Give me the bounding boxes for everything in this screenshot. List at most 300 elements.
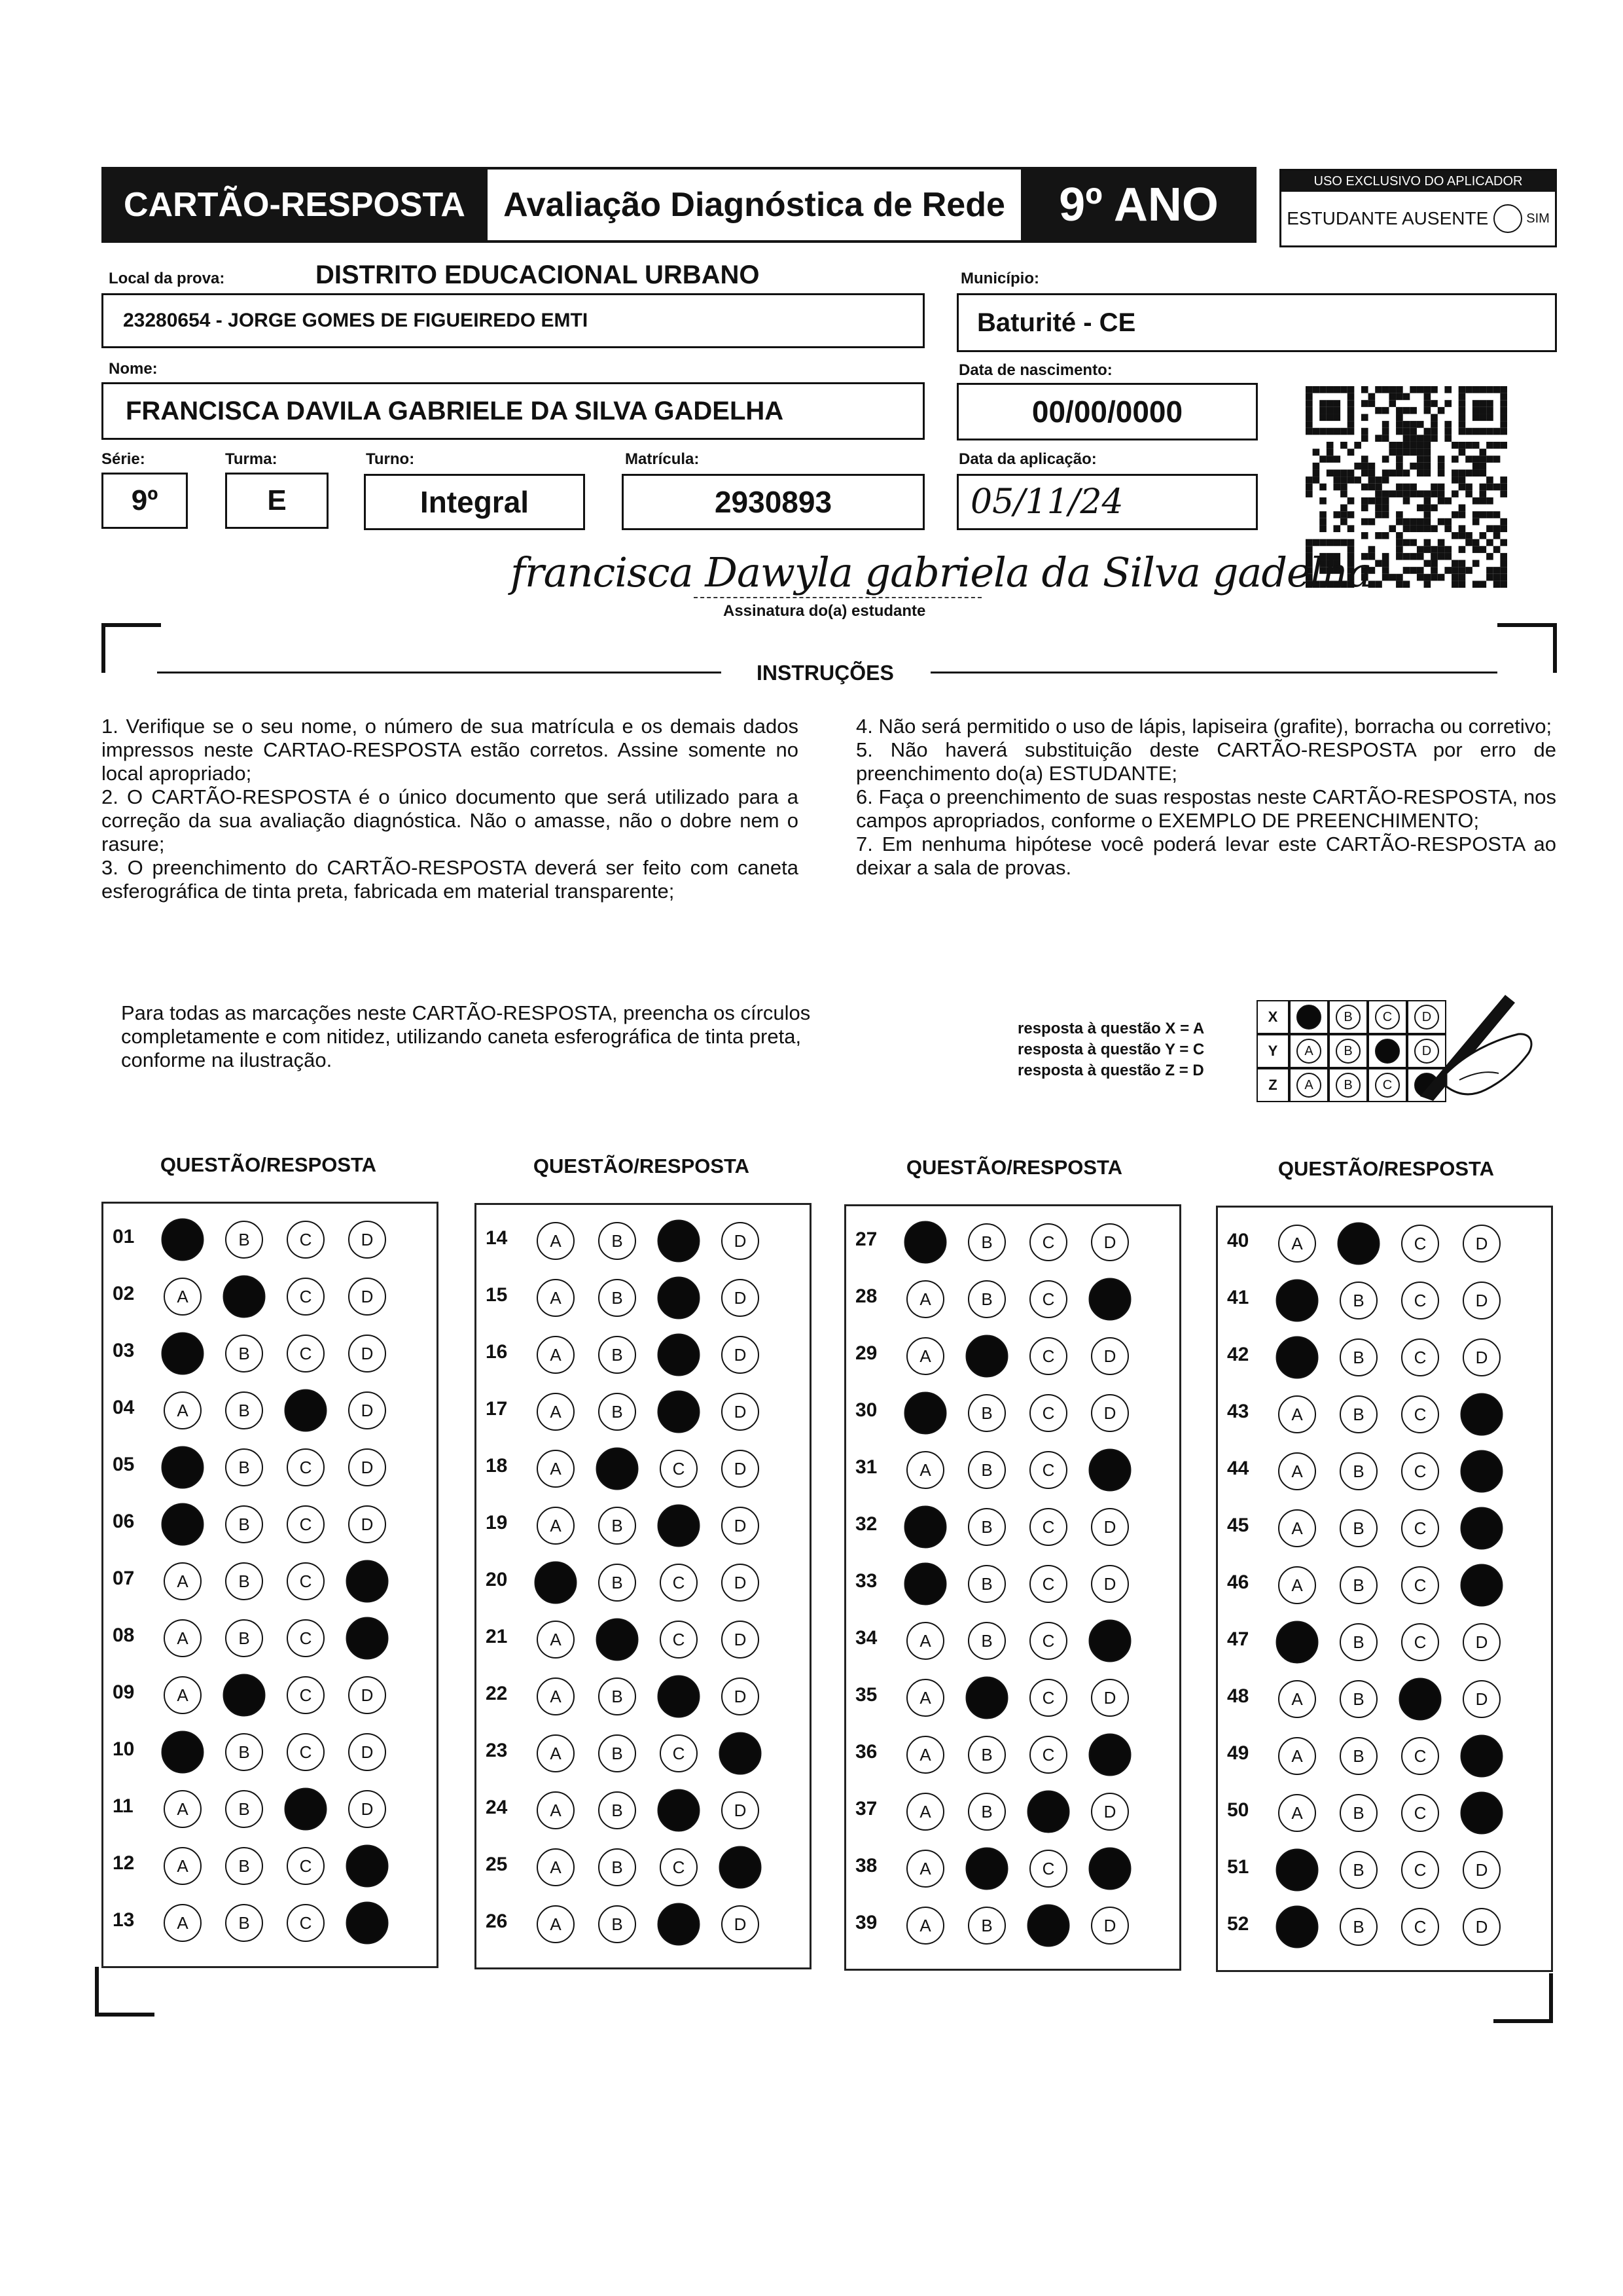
answer-bubble-c[interactable]: C: [287, 1335, 325, 1372]
answer-bubble-c[interactable]: C: [1029, 1451, 1067, 1489]
question-number: 50: [1227, 1799, 1249, 1821]
answer-bubble-c[interactable]: C: [1029, 1223, 1067, 1261]
answer-bubble-b[interactable]: B: [598, 1677, 636, 1715]
corner-top-right: [1497, 623, 1557, 673]
answer-bubble-b[interactable]: B: [1340, 1794, 1378, 1832]
answer-bubble-b[interactable]: B: [968, 1565, 1006, 1603]
example-cell: [1289, 1034, 1329, 1068]
serie-field: [101, 473, 188, 529]
answer-bubble-b[interactable]: B: [1340, 1509, 1378, 1547]
fill-note: Para todas as marcações neste CARTÃO-RESPOSTA, preencha os círculos completamente e com nitidez, utilizando caneta esferográfica de tinta preta, conforme na ilustração.: [121, 1001, 811, 1071]
answer-bubble-b[interactable]: B: [968, 1394, 1006, 1432]
answer-bubble-d[interactable]: D: [1463, 1851, 1501, 1889]
question-number: 27: [855, 1229, 878, 1250]
absent-checkbox[interactable]: [1493, 204, 1522, 233]
answer-bubble-b[interactable]: B: [1340, 1908, 1378, 1946]
answer-bubble-d[interactable]: D: [1463, 1225, 1501, 1263]
answer-bubble-d[interactable]: D: [1091, 1337, 1129, 1375]
answer-bubble-d[interactable]: D: [721, 1222, 759, 1260]
answer-bubble-b[interactable]: [966, 1677, 1008, 1719]
question-row: [103, 1274, 437, 1313]
turma-value: E: [267, 484, 287, 516]
absent-yes-label: SIM: [1526, 211, 1550, 226]
answer-bubble-c[interactable]: C: [287, 1221, 325, 1259]
question-row: [846, 1390, 1179, 1429]
question-number: 11: [113, 1795, 134, 1817]
answer-bubble-b[interactable]: B: [598, 1564, 636, 1602]
answer-bubble-c[interactable]: [658, 1334, 700, 1376]
answer-bubble-a[interactable]: A: [164, 1278, 202, 1316]
question-number: 30: [855, 1399, 878, 1421]
answer-bubble-b[interactable]: B: [968, 1907, 1006, 1945]
answer-bubble-c[interactable]: C: [1401, 1566, 1439, 1604]
question-number: 33: [855, 1570, 878, 1592]
question-row: [1218, 1278, 1551, 1317]
answer-bubble-c[interactable]: C: [287, 1904, 325, 1942]
answer-bubble-d[interactable]: D: [1463, 1908, 1501, 1946]
answer-bubble-a[interactable]: A: [164, 1391, 202, 1429]
answer-bubble-d[interactable]: D: [348, 1221, 386, 1259]
answer-bubble-d[interactable]: D: [721, 1393, 759, 1431]
answer-bubble-b[interactable]: B: [598, 1507, 636, 1545]
answer-bubble-a[interactable]: A: [537, 1905, 575, 1943]
answer-bubble-c[interactable]: C: [1029, 1280, 1067, 1318]
answer-bubble-a[interactable]: A: [1278, 1566, 1316, 1604]
answer-bubble-d[interactable]: D: [348, 1278, 386, 1316]
answer-bubble-d[interactable]: D: [1463, 1282, 1501, 1319]
answer-bubble-d[interactable]: D: [1463, 1623, 1501, 1661]
name-value: FRANCISCA DAVILA GABRIELE DA SILVA GADELHA: [126, 396, 784, 425]
question-row: [1218, 1790, 1551, 1829]
question-row: [846, 1618, 1179, 1657]
question-row: [1218, 1391, 1551, 1431]
example-bubble-b: B: [1336, 1039, 1361, 1064]
grade-text: 9º ANO: [1059, 179, 1219, 231]
answer-bubble-b[interactable]: [966, 1848, 1008, 1890]
answer-bubble-c[interactable]: C: [1029, 1622, 1067, 1660]
question-number: 23: [486, 1740, 508, 1761]
question-row: [1218, 1505, 1551, 1545]
answer-bubble-b[interactable]: [223, 1276, 266, 1318]
answer-bubble-b[interactable]: B: [598, 1905, 636, 1943]
answer-bubble-b[interactable]: [1338, 1223, 1380, 1265]
location-label: Local da prova:: [109, 270, 225, 287]
answer-bubble-d[interactable]: [1461, 1393, 1503, 1436]
instructions-title: INSTRUÇÕES: [757, 661, 894, 685]
answer-bubble-d[interactable]: D: [1091, 1223, 1129, 1261]
answer-bubble-a[interactable]: A: [906, 1280, 944, 1318]
example-bubble-c: C: [1375, 1073, 1400, 1098]
answer-bubble-b[interactable]: B: [225, 1733, 263, 1771]
answer-bubble-b[interactable]: B: [968, 1793, 1006, 1831]
answer-bubble-c[interactable]: C: [1029, 1394, 1067, 1432]
answer-bubble-b[interactable]: B: [1340, 1452, 1378, 1490]
serie-value: 9º: [131, 484, 158, 516]
answer-bubble-a[interactable]: A: [1278, 1509, 1316, 1547]
answer-bubble-a[interactable]: A: [537, 1279, 575, 1317]
answer-bubble-a[interactable]: A: [1278, 1395, 1316, 1433]
answer-bubble-c[interactable]: C: [1401, 1794, 1439, 1832]
question-row: [103, 1388, 437, 1427]
question-number: 13: [113, 1909, 135, 1931]
answer-bubble-d[interactable]: D: [348, 1790, 386, 1828]
answer-bubble-b[interactable]: B: [225, 1505, 263, 1543]
answer-bubble-c[interactable]: [1399, 1678, 1442, 1721]
question-number: 03: [113, 1340, 135, 1361]
answer-bubble-b[interactable]: B: [1340, 1566, 1378, 1604]
answer-bubble-d[interactable]: [1089, 1848, 1132, 1890]
answer-bubble-d[interactable]: [1461, 1450, 1503, 1493]
question-number: 09: [113, 1681, 135, 1703]
question-number: 22: [486, 1683, 508, 1704]
signature-line: [694, 597, 982, 598]
answer-bubble-d[interactable]: D: [348, 1448, 386, 1486]
question-row: [1218, 1733, 1551, 1772]
answer-bubble-a[interactable]: [904, 1392, 947, 1435]
answer-bubble-b[interactable]: [966, 1335, 1008, 1378]
answer-bubble-b[interactable]: B: [598, 1336, 636, 1374]
question-row: [103, 1843, 437, 1882]
answer-bubble-a[interactable]: [1276, 1336, 1319, 1379]
answer-bubble-a[interactable]: A: [906, 1736, 944, 1774]
answer-bubble-c[interactable]: C: [287, 1619, 325, 1657]
answer-bubble-c[interactable]: C: [660, 1621, 698, 1659]
answer-bubble-c[interactable]: [658, 1676, 700, 1718]
answer-bubble-c[interactable]: [1027, 1791, 1070, 1833]
answer-bubble-a[interactable]: A: [537, 1336, 575, 1374]
answer-bubble-a[interactable]: A: [906, 1850, 944, 1888]
question-row: [103, 1900, 437, 1939]
answer-bubble-a[interactable]: A: [164, 1619, 202, 1657]
answer-bubble-b[interactable]: B: [225, 1562, 263, 1600]
answer-bubble-c[interactable]: C: [1029, 1850, 1067, 1888]
school-field: [101, 293, 925, 348]
absent-row: [1281, 192, 1555, 245]
answer-bubble-d[interactable]: [1461, 1792, 1503, 1835]
answer-bubble-d[interactable]: [719, 1846, 762, 1889]
answer-bubble-d[interactable]: [1089, 1620, 1132, 1662]
answer-bubble-c[interactable]: C: [287, 1676, 325, 1714]
answer-bubble-c[interactable]: [658, 1789, 700, 1832]
answer-bubble-b[interactable]: B: [968, 1451, 1006, 1489]
question-row: [476, 1674, 810, 1713]
answer-bubble-d[interactable]: D: [348, 1391, 386, 1429]
question-row: [103, 1786, 437, 1825]
question-row: [846, 1732, 1179, 1771]
answer-bubble-d[interactable]: [1089, 1734, 1132, 1776]
corner-bottom-right: [1493, 1973, 1553, 2023]
answer-bubble-c[interactable]: C: [1401, 1851, 1439, 1889]
answer-bubble-d[interactable]: D: [721, 1336, 759, 1374]
question-row: [476, 1503, 810, 1542]
answer-bubble-d[interactable]: D: [721, 1279, 759, 1317]
answer-bubble-c[interactable]: C: [660, 1564, 698, 1602]
name-field: [101, 382, 925, 440]
example-row-label: Y: [1257, 1034, 1289, 1068]
answer-bubble-d[interactable]: [1461, 1564, 1503, 1607]
answer-bubble-a[interactable]: A: [1278, 1737, 1316, 1775]
example-cell: [1329, 1068, 1368, 1102]
answer-bubble-b[interactable]: B: [598, 1734, 636, 1772]
pen-hand-icon: [1407, 982, 1538, 1106]
question-row: [476, 1560, 810, 1599]
answer-bubble-a[interactable]: A: [537, 1222, 575, 1260]
question-number: 42: [1227, 1344, 1249, 1365]
answer-bubble-d[interactable]: [346, 1617, 389, 1660]
answer-bubble-b[interactable]: B: [225, 1790, 263, 1828]
answer-bubble-d[interactable]: D: [721, 1621, 759, 1659]
answer-bubble-b[interactable]: B: [968, 1736, 1006, 1774]
answer-bubble-b[interactable]: B: [1340, 1282, 1378, 1319]
answer-bubble-c[interactable]: C: [1401, 1737, 1439, 1775]
answer-bubble-c[interactable]: [658, 1220, 700, 1263]
answer-bubble-d[interactable]: D: [1463, 1338, 1501, 1376]
answer-bubble-b[interactable]: B: [968, 1223, 1006, 1261]
instruction-2: 2. O CARTÃO-RESPOSTA é o único documento que será utilizado para a correção da sua avaliação diagnóstica. Não o amasse, não o dobre nem o rasure;: [101, 785, 798, 855]
answer-bubble-b[interactable]: B: [598, 1791, 636, 1829]
answer-bubble-a[interactable]: [162, 1503, 204, 1546]
instructions-left: [101, 715, 798, 903]
answer-bubble-d[interactable]: [346, 1902, 389, 1945]
answer-bubble-d[interactable]: D: [721, 1791, 759, 1829]
answer-bubble-b[interactable]: [223, 1674, 266, 1717]
answer-bubble-a[interactable]: [162, 1731, 204, 1774]
answer-bubble-b[interactable]: B: [1340, 1851, 1378, 1889]
answer-bubble-b[interactable]: B: [968, 1280, 1006, 1318]
answer-bubble-a[interactable]: A: [906, 1622, 944, 1660]
answer-bubble-a[interactable]: [904, 1563, 947, 1605]
answer-bubble-c[interactable]: C: [1401, 1395, 1439, 1433]
answer-bubble-a[interactable]: A: [537, 1677, 575, 1715]
answer-bubble-c[interactable]: [658, 1391, 700, 1433]
answer-bubble-a[interactable]: A: [537, 1507, 575, 1545]
answer-bubble-c[interactable]: C: [287, 1448, 325, 1486]
answer-bubble-c[interactable]: C: [1401, 1282, 1439, 1319]
question-row: [476, 1901, 810, 1941]
question-row: [103, 1615, 437, 1655]
answer-bubble-c[interactable]: C: [1401, 1509, 1439, 1547]
absent-label: ESTUDANTE AUSENTE: [1287, 208, 1489, 228]
turma-label: Turma:: [225, 450, 277, 468]
answer-bubble-d[interactable]: [1461, 1507, 1503, 1550]
applicator-label: USO EXCLUSIVO DO APLICADOR: [1281, 171, 1555, 192]
answer-bubble-d[interactable]: [346, 1845, 389, 1888]
answer-bubble-c[interactable]: C: [660, 1734, 698, 1772]
answer-bubble-b[interactable]: B: [1340, 1737, 1378, 1775]
exam-title-text: Avaliação Diagnóstica de Rede: [503, 186, 1005, 224]
answer-bubble-d[interactable]: [1089, 1278, 1132, 1321]
question-row: [476, 1787, 810, 1827]
answer-bubble-a[interactable]: [162, 1333, 204, 1375]
answer-column-2: [474, 1203, 812, 1969]
answer-bubble-c[interactable]: C: [287, 1278, 325, 1316]
answer-bubble-d[interactable]: D: [1463, 1680, 1501, 1718]
answer-bubble-a[interactable]: A: [906, 1337, 944, 1375]
question-row: [103, 1672, 437, 1712]
example-bubble-d: D: [1414, 1005, 1439, 1030]
answer-bubble-b[interactable]: B: [225, 1391, 263, 1429]
answer-bubble-a[interactable]: A: [906, 1907, 944, 1945]
instructions-rule-left: [157, 672, 721, 673]
answer-bubble-d[interactable]: D: [348, 1335, 386, 1372]
answer-bubble-b[interactable]: [596, 1448, 639, 1490]
answer-bubble-a[interactable]: [1276, 1621, 1319, 1664]
answer-bubble-c[interactable]: C: [1401, 1225, 1439, 1263]
answer-bubble-c[interactable]: [1027, 1905, 1070, 1947]
answer-bubble-b[interactable]: B: [225, 1847, 263, 1885]
question-row: [846, 1903, 1179, 1942]
answer-bubble-a[interactable]: [904, 1506, 947, 1549]
answer-bubble-b[interactable]: B: [225, 1335, 263, 1372]
answer-bubble-a[interactable]: A: [1278, 1680, 1316, 1718]
answer-bubble-c[interactable]: C: [287, 1847, 325, 1885]
answer-bubble-a[interactable]: A: [164, 1847, 202, 1885]
answer-bubble-b[interactable]: B: [598, 1222, 636, 1260]
example-bubble-a: A: [1296, 1039, 1321, 1064]
answer-bubble-b[interactable]: B: [1340, 1338, 1378, 1376]
answer-bubble-a[interactable]: [904, 1221, 947, 1264]
example-bubble-a: [1296, 1005, 1321, 1030]
answer-bubble-b[interactable]: B: [1340, 1680, 1378, 1718]
answer-bubble-a[interactable]: A: [164, 1790, 202, 1828]
question-number: 41: [1227, 1287, 1249, 1308]
answer-bubble-d[interactable]: [719, 1732, 762, 1775]
answer-bubble-b[interactable]: B: [598, 1279, 636, 1317]
turno-label: Turno:: [366, 450, 415, 468]
app-date-value: 05/11/24: [971, 482, 1124, 522]
answer-bubble-a[interactable]: [535, 1562, 577, 1604]
answer-bubble-d[interactable]: [1461, 1735, 1503, 1778]
answer-bubble-b[interactable]: B: [1340, 1395, 1378, 1433]
answer-bubble-c[interactable]: C: [287, 1733, 325, 1771]
example-bubble-c: C: [1375, 1005, 1400, 1030]
answer-bubble-b[interactable]: B: [598, 1848, 636, 1886]
question-row: [103, 1558, 437, 1598]
answer-bubble-a[interactable]: A: [906, 1793, 944, 1831]
question-number: 49: [1227, 1742, 1249, 1764]
example-row-label: X: [1257, 1000, 1289, 1034]
question-row: [476, 1731, 810, 1770]
answer-bubble-a[interactable]: A: [164, 1562, 202, 1600]
example-legend: [1018, 1018, 1204, 1081]
answer-bubble-b[interactable]: B: [1340, 1623, 1378, 1661]
answer-bubble-a[interactable]: [1276, 1906, 1319, 1948]
question-row: [846, 1447, 1179, 1486]
answer-bubble-d[interactable]: D: [1091, 1793, 1129, 1831]
answer-bubble-d[interactable]: [1089, 1449, 1132, 1492]
answer-bubble-a[interactable]: A: [537, 1791, 575, 1829]
answer-bubble-a[interactable]: [1276, 1849, 1319, 1892]
answer-bubble-a[interactable]: [1276, 1280, 1319, 1322]
answer-bubble-c[interactable]: C: [1029, 1565, 1067, 1603]
answer-bubble-a[interactable]: A: [537, 1393, 575, 1431]
card-title: [101, 167, 488, 243]
answer-bubble-d[interactable]: D: [721, 1564, 759, 1602]
answer-bubble-c[interactable]: C: [1401, 1908, 1439, 1946]
name-label: Nome:: [109, 360, 158, 378]
answer-bubble-c[interactable]: C: [1029, 1337, 1067, 1375]
answer-bubble-a[interactable]: A: [906, 1679, 944, 1717]
answer-bubble-a[interactable]: A: [164, 1904, 202, 1942]
answer-bubble-c[interactable]: C: [660, 1848, 698, 1886]
answer-bubble-b[interactable]: B: [225, 1904, 263, 1942]
answer-bubble-a[interactable]: A: [537, 1450, 575, 1488]
answer-bubble-d[interactable]: D: [1091, 1565, 1129, 1603]
question-row: [476, 1332, 810, 1371]
answer-bubble-c[interactable]: [658, 1903, 700, 1946]
question-row: [476, 1617, 810, 1656]
instruction-4: 4. Não será permitido o uso de lápis, lapiseira (grafite), borracha ou corretivo;: [856, 715, 1552, 738]
answer-bubble-b[interactable]: B: [598, 1393, 636, 1431]
answer-bubble-c[interactable]: C: [1029, 1679, 1067, 1717]
turno-field: [364, 474, 585, 530]
answer-bubble-c[interactable]: [285, 1788, 327, 1831]
question-row: [103, 1444, 437, 1484]
answer-bubble-c[interactable]: C: [660, 1450, 698, 1488]
question-number: 07: [113, 1568, 135, 1589]
answer-bubble-a[interactable]: A: [537, 1734, 575, 1772]
answer-bubble-d[interactable]: D: [1091, 1907, 1129, 1945]
answer-bubble-a[interactable]: A: [1278, 1225, 1316, 1263]
question-number: 36: [855, 1741, 878, 1763]
answer-bubble-a[interactable]: [162, 1219, 204, 1261]
answer-bubble-b[interactable]: B: [225, 1619, 263, 1657]
answer-bubble-c[interactable]: [658, 1505, 700, 1547]
answer-bubble-a[interactable]: [162, 1446, 204, 1489]
answer-bubble-a[interactable]: A: [164, 1676, 202, 1714]
answer-bubble-b[interactable]: [596, 1619, 639, 1661]
answer-bubble-a[interactable]: A: [537, 1848, 575, 1886]
answer-bubble-c[interactable]: C: [1029, 1508, 1067, 1546]
answer-bubble-d[interactable]: [346, 1560, 389, 1603]
answer-bubble-d[interactable]: D: [1091, 1394, 1129, 1432]
answer-bubble-a[interactable]: A: [906, 1451, 944, 1489]
question-number: 17: [486, 1398, 508, 1420]
answer-bubble-b[interactable]: B: [225, 1448, 263, 1486]
answer-bubble-c[interactable]: [658, 1277, 700, 1319]
question-number: 31: [855, 1456, 878, 1478]
exam-title: [488, 167, 1021, 243]
answer-bubble-b[interactable]: B: [968, 1508, 1006, 1546]
question-row: [1218, 1448, 1551, 1488]
answer-bubble-d[interactable]: D: [1091, 1508, 1129, 1546]
answer-bubble-d[interactable]: D: [348, 1676, 386, 1714]
birth-label: Data de nascimento:: [959, 361, 1113, 379]
answer-bubble-d[interactable]: D: [721, 1905, 759, 1943]
answer-bubble-c[interactable]: [285, 1390, 327, 1432]
answer-bubble-c[interactable]: C: [1401, 1452, 1439, 1490]
answer-bubble-d[interactable]: D: [721, 1507, 759, 1545]
question-number: 25: [486, 1854, 508, 1875]
answer-bubble-a[interactable]: A: [1278, 1794, 1316, 1832]
answer-bubble-b[interactable]: B: [225, 1221, 263, 1259]
answer-bubble-c[interactable]: C: [1401, 1338, 1439, 1376]
answer-bubble-c[interactable]: C: [287, 1505, 325, 1543]
answer-bubble-d[interactable]: D: [348, 1733, 386, 1771]
answer-bubble-c[interactable]: C: [287, 1562, 325, 1600]
answer-bubble-d[interactable]: D: [348, 1505, 386, 1543]
answer-bubble-b[interactable]: B: [968, 1622, 1006, 1660]
answer-bubble-c[interactable]: C: [1029, 1736, 1067, 1774]
answer-bubble-d[interactable]: D: [721, 1450, 759, 1488]
corner-bottom-left: [95, 1967, 154, 2017]
answer-bubble-a[interactable]: A: [537, 1621, 575, 1659]
answer-bubble-d[interactable]: D: [721, 1677, 759, 1715]
answer-bubble-d[interactable]: D: [1091, 1679, 1129, 1717]
answer-bubble-c[interactable]: C: [1401, 1623, 1439, 1661]
question-number: 15: [486, 1284, 508, 1306]
answer-bubble-a[interactable]: A: [1278, 1452, 1316, 1490]
